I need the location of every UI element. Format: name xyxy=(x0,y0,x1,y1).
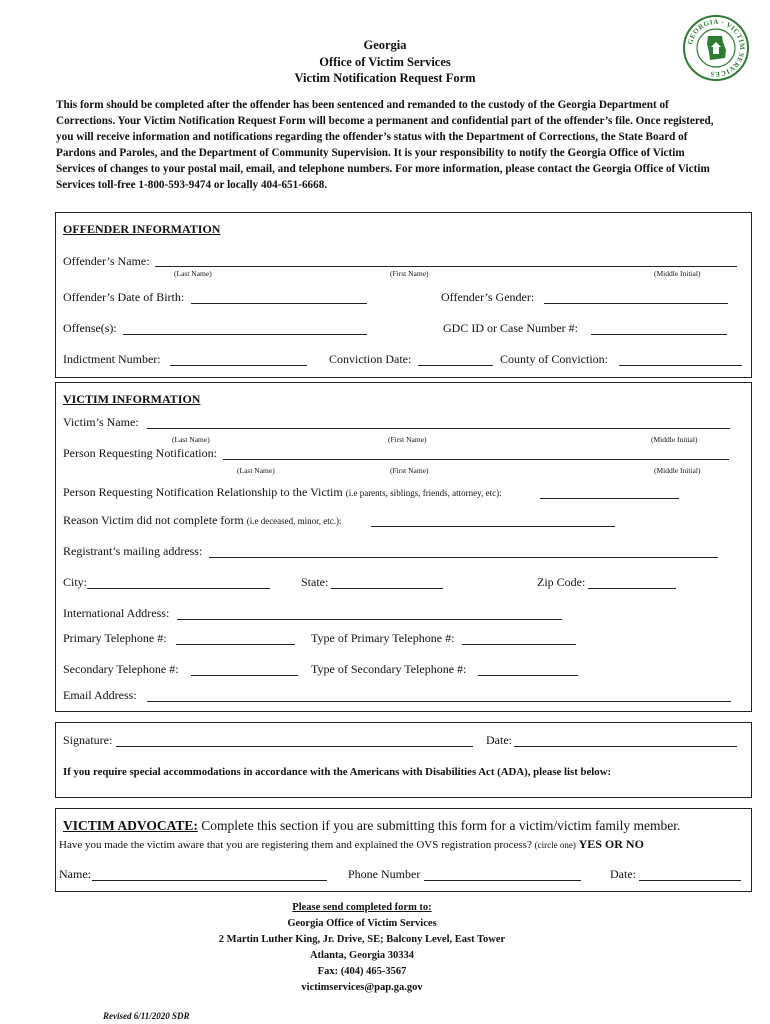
advocate-date-field[interactable] xyxy=(639,880,741,881)
intro-paragraph: This form should be completed after the offender has been sentenced and remanded to the custody of the Georgia Department of Corrections. Your Victim Notification Request Form will become a permanent and confidential part of the offender’s file. Once registered, you will receive information and notifications regarding the offender’s status with the Department of Corrections, the State Board of Pardons and Paroles, and the Department of Community Supervision. It is your responsibility to notify the Georgia Office of Victim Services of changes to your postal mail, email, and telephone numbers. For more information, please contact the Georgia Office of Victim Services toll-free 1-800-593-9474 or locally 404-651-6668. xyxy=(56,99,714,191)
gdc-id-field[interactable] xyxy=(591,334,727,335)
victim-last-name-caption: (Last Name) xyxy=(172,435,210,444)
offender-name-field[interactable] xyxy=(155,266,737,267)
victim-first-name-caption: (First Name) xyxy=(388,435,427,444)
advocate-title-rest: Complete this section if you are submitting this form for a victim/victim family member. xyxy=(197,818,681,833)
indictment-number-field[interactable] xyxy=(170,365,307,366)
county-of-conviction-label: County of Conviction: xyxy=(500,352,608,366)
requester-first-name-caption: (First Name) xyxy=(390,466,429,475)
primary-telephone-field[interactable] xyxy=(176,644,295,645)
form-header xyxy=(0,37,770,87)
offender-gender-field[interactable] xyxy=(544,303,728,304)
signature-date-field[interactable] xyxy=(514,746,737,747)
footer-address-line1: 2 Martin Luther King, Jr. Drive, SE; Balcony Level, East Tower xyxy=(218,934,506,945)
footer-address-line2: Atlanta, Georgia 30334 xyxy=(309,950,415,961)
primary-telephone-type-label: Type of Primary Telephone #: xyxy=(311,631,455,645)
international-address-label: International Address: xyxy=(63,606,170,620)
requester-name-label: Person Requesting Notification: xyxy=(63,446,217,460)
gdc-id-label: GDC ID or Case Number #: xyxy=(443,321,578,335)
advocate-title xyxy=(63,818,680,834)
offender-dob-field[interactable] xyxy=(191,303,367,304)
relationship-hint: (i.e parents, siblings, friends, attorney, etc): xyxy=(345,488,502,498)
header-office: Office of Victim Services xyxy=(319,54,451,69)
reason-label-text: Reason Victim did not complete form xyxy=(63,513,244,527)
relationship-label-text: Person Requesting Notification Relationship to the Victim xyxy=(63,485,343,499)
state-field[interactable] xyxy=(331,588,443,589)
relationship-field[interactable] xyxy=(540,498,679,499)
primary-telephone-type-field[interactable] xyxy=(462,644,576,645)
city-field[interactable] xyxy=(87,588,270,589)
victim-section-title: VICTIM INFORMATION xyxy=(63,392,201,406)
requester-middle-initial-caption: (Middle Initial) xyxy=(654,466,701,475)
victim-middle-initial-caption: (Middle Initial) xyxy=(651,435,698,444)
header-state: Georgia xyxy=(363,38,407,52)
signature-field[interactable] xyxy=(116,746,473,747)
requester-last-name-caption: (Last Name) xyxy=(237,466,275,475)
primary-telephone-label: Primary Telephone #: xyxy=(63,631,167,645)
footer-fax: Fax: (404) 465-3567 xyxy=(317,966,407,977)
victim-name-label: Victim’s Name: xyxy=(63,415,139,429)
send-to-heading: Please send completed form to: xyxy=(292,902,432,913)
requester-name-field[interactable] xyxy=(223,459,729,460)
signature-section xyxy=(55,722,752,798)
advocate-name-label: Name: xyxy=(59,867,91,881)
mailing-instructions xyxy=(0,900,724,996)
reason-field[interactable] xyxy=(371,526,615,527)
reason-hint: (i.e deceased, minor, etc.): xyxy=(246,516,342,526)
state-label: State: xyxy=(301,575,329,589)
indictment-number-label: Indictment Number: xyxy=(63,352,161,366)
relationship-label xyxy=(63,485,502,500)
zip-code-field[interactable] xyxy=(588,588,676,589)
footer-email[interactable]: victimservices@pap.ga.gov xyxy=(301,982,423,993)
county-of-conviction-field[interactable] xyxy=(619,365,742,366)
offender-section-title: OFFENDER INFORMATION xyxy=(63,222,221,236)
secondary-telephone-field[interactable] xyxy=(191,675,298,676)
email-address-field[interactable] xyxy=(147,701,731,702)
advocate-question-text: Have you made the victim aware that you are registering them and explained the OVS registration process? xyxy=(59,839,532,851)
email-address-label: Email Address: xyxy=(63,688,137,702)
offender-first-name-caption: (First Name) xyxy=(390,269,429,278)
conviction-date-field[interactable] xyxy=(418,365,493,366)
signature-date-label: Date: xyxy=(486,733,512,747)
advocate-date-label: Date: xyxy=(610,867,636,881)
reason-label xyxy=(63,513,342,528)
city-label: City: xyxy=(63,575,88,589)
advocate-phone-field[interactable] xyxy=(424,880,581,881)
revision-note: Revised 6/11/2020 SDR xyxy=(103,1011,190,1021)
offense-field[interactable] xyxy=(123,334,367,335)
advocate-question xyxy=(59,837,644,852)
header-form-title: Victim Notification Request Form xyxy=(294,71,476,85)
offense-label: Offense(s): xyxy=(63,321,117,335)
mailing-address-label: Registrant’s mailing address: xyxy=(63,544,203,558)
secondary-telephone-label: Secondary Telephone #: xyxy=(63,662,179,676)
offender-middle-initial-caption: (Middle Initial) xyxy=(654,269,701,278)
international-address-field[interactable] xyxy=(177,619,562,620)
advocate-phone-label: Phone Number xyxy=(348,867,421,881)
secondary-telephone-type-label: Type of Secondary Telephone #: xyxy=(311,662,467,676)
ada-accommodations-text: If you require special accommodations in accordance with the Americans with Disabilities Act (ADA), please list below: xyxy=(63,766,612,778)
victim-name-field[interactable] xyxy=(147,428,730,429)
advocate-title-bold: VICTIM ADVOCATE: xyxy=(63,818,198,833)
offender-name-label: Offender’s Name: xyxy=(63,254,150,268)
mailing-address-field[interactable] xyxy=(209,557,718,558)
seal-text: GEORGIA · VICTIM SERVICES xyxy=(686,17,747,79)
offender-last-name-caption: (Last Name) xyxy=(174,269,212,278)
signature-label: Signature: xyxy=(63,733,113,747)
zip-code-label: Zip Code: xyxy=(537,575,586,589)
advocate-circle-one: (circle one) xyxy=(534,840,576,850)
footer-org: Georgia Office of Victim Services xyxy=(287,918,437,929)
secondary-telephone-type-field[interactable] xyxy=(478,675,578,676)
conviction-date-label: Conviction Date: xyxy=(329,352,412,366)
georgia-seal-icon xyxy=(682,14,750,82)
offender-dob-label: Offender’s Date of Birth: xyxy=(63,290,185,304)
offender-gender-label: Offender’s Gender: xyxy=(441,290,535,304)
advocate-name-field[interactable] xyxy=(92,880,327,881)
advocate-yes-or-no[interactable]: YES OR NO xyxy=(578,837,644,851)
